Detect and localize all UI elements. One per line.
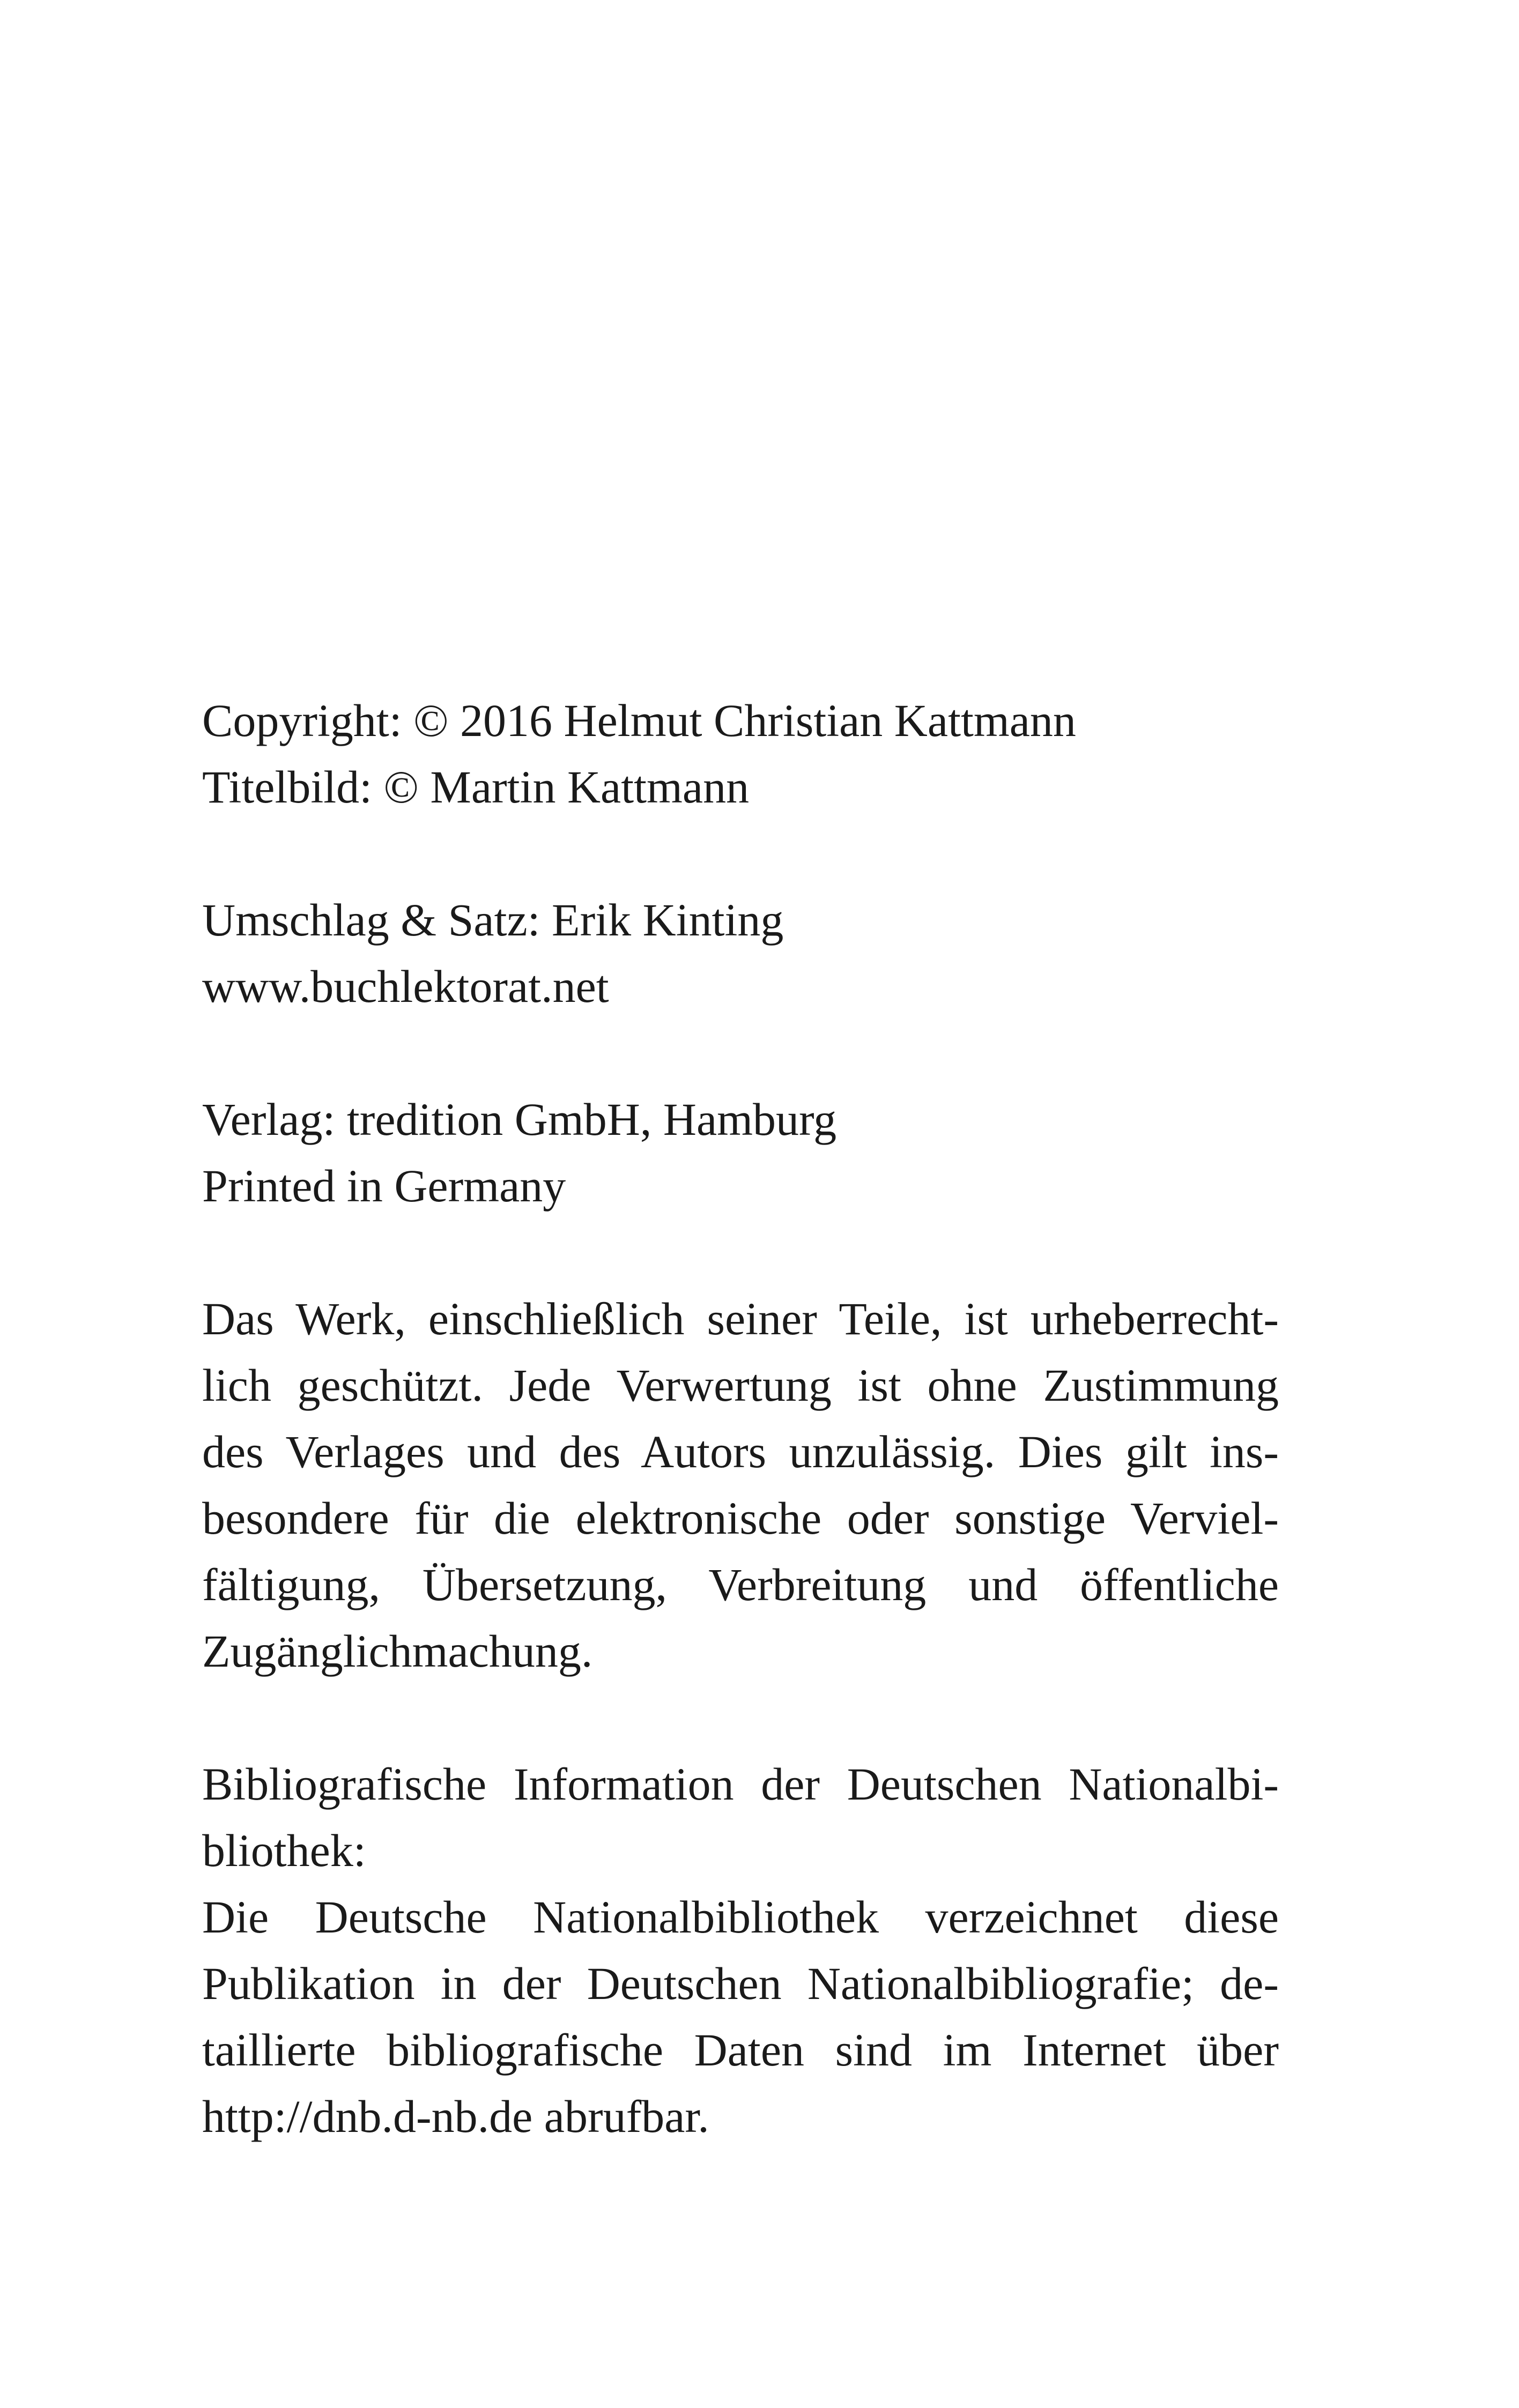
bibliographic-heading-line: bliothek: <box>202 1825 366 1876</box>
publisher-line: Verlag: tredition GmbH, Hamburg <box>202 1094 837 1145</box>
copyright-line: Copyright: © 2016 Helmut Christian Kattmann <box>202 695 1076 746</box>
printed-in-line: Printed in Germany <box>202 1160 566 1212</box>
dnb-url-line: http://dnb.d-nb.de abrufbar. <box>202 2091 709 2142</box>
copyright-notice-line: fältigung, Übersetzung, Verbreitung und öffentliche <box>202 1559 1279 1610</box>
cover-typesetting-credit: Umschlag & Satz: Erik Kinting <box>202 894 784 946</box>
copyright-notice-line: besondere für die elektronische oder sonstige Verviel- <box>202 1492 1279 1544</box>
bibliographic-body-line: taillierte bibliografische Daten sind im Internet über <box>202 2024 1279 2076</box>
copyright-notice-line: Das Werk, einschließlich seiner Teile, ist urheberrecht- <box>202 1293 1279 1344</box>
bibliographic-body-line: Publikation in der Deutschen Nationalbibliografie; de- <box>202 1958 1279 2009</box>
bibliographic-heading-line: Bibliografische Information der Deutschen Nationalbi- <box>202 1758 1279 1810</box>
copyright-notice-line: lich geschützt. Jede Verwertung ist ohne Zustimmung <box>202 1359 1279 1411</box>
copyright-notice-line: Zugänglichmachung. <box>202 1625 593 1677</box>
copyright-notice-line: des Verlages und des Autors unzulässig. Dies gilt ins- <box>202 1426 1279 1477</box>
website-url: www.buchlektorat.net <box>202 961 609 1012</box>
cover-image-credit: Titelbild: © Martin Kattmann <box>202 761 750 813</box>
bibliographic-body-line: Die Deutsche Nationalbibliothek verzeichnet diese <box>202 1891 1279 1943</box>
